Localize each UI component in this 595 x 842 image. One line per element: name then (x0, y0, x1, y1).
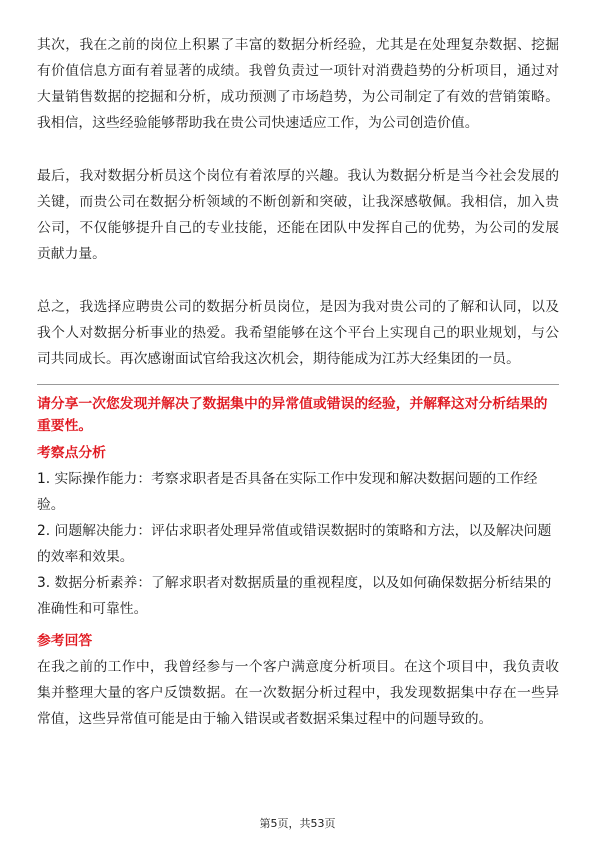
paragraph-interest: 最后，我对数据分析员这个岗位有着浓厚的兴趣。我认为数据分析是当今社会发展的关键，而贵公司在数据分析领域的不断创新和突破，让我深感敬佩。我相信，加入贵公司，不仅能够提升自己的专业技能，还能在团队中发挥自己的优势，为公司的发展贡献力量。 (37, 168, 559, 262)
paragraph-experience: 其次，我在之前的岗位上积累了丰富的数据分析经验，尤其是在处理复杂数据、挖掘有价值信息方面有着显著的成绩。我曾负责过一项针对消费趋势的分析项目，通过对大量销售数据的挖掘和分析，成功预测了市场趋势，为公司制定了有效的营销策略。我相信，这些经验能够帮助我在贵公司快速适应工作，为公司创造价值。 (37, 37, 559, 131)
page-footer: 第5页，共53页 (259, 817, 336, 830)
paragraph-conclusion: 总之，我选择应聘贵公司的数据分析员岗位，是因为我对贵公司的了解和认同，以及我个人对数据分析事业的热爱。我希望能够在这个平台上实现自己的职业规划，与公司共同成长。再次感谢面试官给我这次机会，期待能成为江苏大经集团的一员。 (37, 299, 559, 367)
analysis-item: 2. 问题解决能力：评估求职者处理异常值或错误数据时的策略和方法，以及解决问题的效率和效果。 (37, 523, 552, 565)
answer-heading: 参考回答 (37, 633, 93, 649)
analysis-item: 1. 实际操作能力：考察求职者是否具备在实际工作中发现和解决数据问题的工作经验。 (37, 471, 538, 513)
section-divider (37, 384, 559, 385)
answer-text: 在我之前的工作中，我曾经参与一个客户满意度分析项目。在这个项目中，我负责收集并整理大量的客户反馈数据。在一次数据分析过程中，我发现数据集中存在一些异常值，这些异常值可能是由于输入错误或者数据采集过程中的问题导致的。 (37, 659, 559, 727)
analysis-item: 3. 数据分析素养：了解求职者对数据质量的重视程度，以及如何确保数据分析结果的准确性和可靠性。 (37, 575, 552, 617)
analysis-heading: 考察点分析 (37, 445, 106, 461)
interview-question: 请分享一次您发现并解决了数据集中的异常值或错误的经验，并解释这对分析结果的重要性。 (37, 396, 548, 434)
